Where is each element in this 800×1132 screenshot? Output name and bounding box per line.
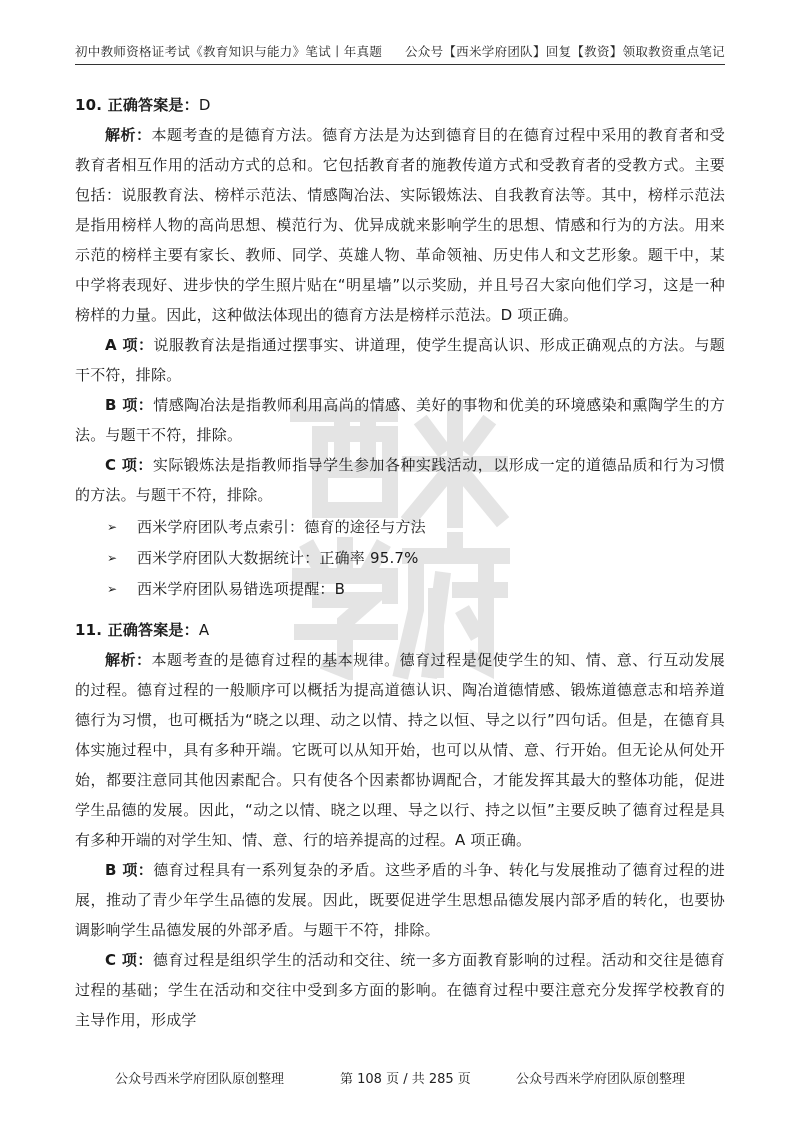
q10-a-label: A 项： <box>105 336 154 354</box>
q10-option-a <box>75 330 725 390</box>
q11-number: 11. <box>75 621 103 639</box>
q10-c-text: 实际锻炼法是指教师指导学生参加各种实践活动，以形成一定的道德品质和行为习惯的方法。与题干不符，排除。 <box>75 456 725 504</box>
q11-option-c <box>75 945 725 1035</box>
page-content <box>75 90 725 1035</box>
q11-c-label: C 项： <box>105 951 153 969</box>
header-right: 公众号【西米学府团队】回复【教资】领取教资重点笔记 <box>404 44 725 59</box>
list-item <box>75 574 725 605</box>
q11-c-text: 德育过程是组织学生的活动和交往、统一多方面教育影响的过程。活动和交往是德育过程的基础；学生在活动和交往中受到多方面的影响。在德育过程中要注意充分发挥学校教育的主导作用，形成学 <box>75 951 725 1029</box>
page-number: 第 108 页 / 共 285 页 <box>340 1072 471 1087</box>
q10-note-stat: 西米学府团队大数据统计：正确率 95.7% <box>137 549 419 567</box>
page-header <box>75 38 725 65</box>
q10-b-label: B 项： <box>105 396 154 414</box>
q10-option-c <box>75 450 725 510</box>
q10-notes <box>75 512 725 605</box>
footer-right: 公众号西米学府团队原创整理 <box>515 1072 685 1087</box>
q11-answer: A <box>198 621 210 639</box>
header-left: 初中教师资格证考试《教育知识与能力》笔试丨年真题 <box>75 44 383 59</box>
q11-title <box>75 615 725 645</box>
list-item <box>75 512 725 543</box>
q10-b-text: 情感陶冶法是指教师利用高尚的情感、美好的事物和优美的环境感染和熏陶学生的方法。与题干不符，排除。 <box>75 396 725 444</box>
q11-analysis-label: 解析： <box>105 651 152 669</box>
q10-note-error: 西米学府团队易错选项提醒：B <box>137 580 346 598</box>
q10-a-text: 说服教育法是指通过摆事实、讲道理，使学生提高认识、形成正确观点的方法。与题干不符，排除。 <box>75 336 725 384</box>
q10-analysis-text: 本题考查的是德育方法。德育方法是为达到德育目的在德育过程中采用的教育者和受教育者相互作用的活动方式的总和。它包括教育者的施教传道方式和受教育者的受教方式。主要包括：说服教育法、榜样示范法、情感陶冶法、实际锻炼法、自我教育法等。其中，榜样示范法是指用榜样人物的高尚思想、模范行为、优异成就来影响学生的思想、情感和行为的方法。用来示范的榜样主要有家长、教师、同学、英雄人物、革命领袖、历史伟人和文艺形象。题干中，某中学将表现好、进步快的学生照片贴在“明星墙”以示奖励，并且号召大家向他们学习，这是一种榜样的力量。因此，这种做法体现出的德育方法是榜样示范法。D 项正确。 <box>75 126 725 324</box>
q10-number: 10. <box>75 96 103 114</box>
q11-option-b <box>75 855 725 945</box>
arrow-bullet-icon: ➢ <box>107 582 118 596</box>
q10-note-index: 西米学府团队考点索引：德育的途径与方法 <box>137 518 426 536</box>
q10-answer: D <box>198 96 211 114</box>
q10-answer-label: 正确答案是： <box>107 96 199 114</box>
q10-c-label: C 项： <box>105 456 153 474</box>
arrow-bullet-icon: ➢ <box>107 551 118 565</box>
q11-b-text: 德育过程具有一系列复杂的矛盾。这些矛盾的斗争、转化与发展推动了德育过程的进展，推动了青少年学生品德的发展。因此，既要促进学生思想品德发展内部矛盾的转化，也要协调影响学生品德发展的外部矛盾。与题干不符，排除。 <box>75 861 725 939</box>
footer-left: 公众号西米学府团队原创整理 <box>115 1072 285 1087</box>
q11-answer-label: 正确答案是： <box>107 621 199 639</box>
list-item <box>75 543 725 574</box>
q10-analysis-label: 解析： <box>105 126 152 144</box>
q11-b-label: B 项： <box>105 861 154 879</box>
q11-analysis-text: 本题考查的是德育过程的基本规律。德育过程是促使学生的知、情、意、行互动发展的过程。德育过程的一般顺序可以概括为提高道德认识、陶冶道德情感、锻炼道德意志和培养道德行为习惯，也可概括为“晓之以理、动之以情、持之以恒、导之以行”四句话。但是，在德育具体实施过程中，具有多种开端。它既可以从知开始，也可以从情、意、行开始。但无论从何处开始，都要注意同其他因素配合。只有使各个因素都协调配合，才能发挥其最大的整体功能，促进学生品德的发展。因此，“动之以情、晓之以理、导之以行、持之以恒”主要反映了德育过程是具有多种开端的对学生知、情、意、行的培养提高的过程。A 项正确。 <box>75 651 725 849</box>
q10-title <box>75 90 725 120</box>
page-footer <box>75 1068 725 1090</box>
q11-analysis <box>75 645 725 855</box>
arrow-bullet-icon: ➢ <box>107 520 118 534</box>
q10-option-b <box>75 390 725 450</box>
q10-analysis <box>75 120 725 330</box>
